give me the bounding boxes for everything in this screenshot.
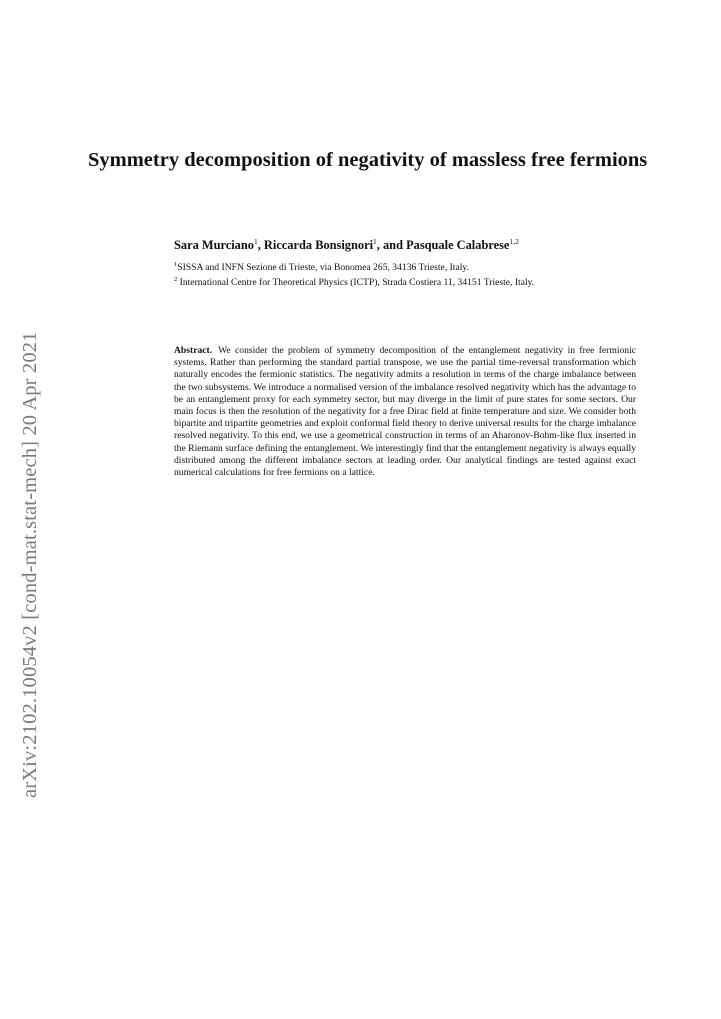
paper-title: Symmetry decomposition of negativity of massless free fermions [88,149,648,171]
affiliation-text: International Centre for Theoretical Physics (ICTP), Strada Costiera 11, 34151 Trieste, Italy. [177,277,535,288]
author-name: Pasquale Calabrese [406,238,510,252]
abstract [174,345,636,479]
author-name: Riccarda Bonsignori [263,238,374,252]
affiliation-text: SISSA and INFN Sezione di Trieste, via Bonomea 265, 34136 Trieste, Italy. [177,262,469,273]
author-separator: , and [376,238,407,252]
arxiv-identifier-text: arXiv:2102.10054v2 [cond-mat.stat-mech] 20 Apr 2021 [19,331,41,798]
abstract-label: Abstract. [174,345,213,356]
author-list [174,238,654,253]
author-affiliation-mark: 1 [253,237,258,246]
affiliation-ictp [174,276,644,289]
author-name: Sara Murciano [174,238,254,252]
author-separator: , [257,238,264,252]
affiliation-mark: 1 [174,261,178,268]
author-affiliation-mark: 1,2 [509,237,519,246]
author-affiliation-mark: 1 [373,237,377,246]
affiliation-sissa [174,261,644,274]
affiliation-mark: 2 [174,276,178,283]
abstract-body: We consider the problem of symmetry decomposition of the entanglement negativity in free fermionic systems. Rather than performing the standard partial transpose, we use the partial time-reversal transformation which naturally encodes the fermionic statistics. The negativity admits a resolution in terms of the charge imbalance between the two subsystems. We introduce a normalised version of the imbalance resolved negativity which has the advantage to be an entanglement proxy for each symmetry sector, but may diverge in the limit of pure states for some sectors. Our main focus is then the resolution of the negativity for a free Dirac field at finite temperature and size. We consider both bipartite and tripartite geometries and exploit conformal field theory to derive universal results for the charge imbalance resolved negativity. To this end, we use a geometrical construction in terms of an Aharonov-Bohm-like flux inserted in the Riemann surface defining the entanglement. We interestingly find that the entanglement negativity is always equally distributed among the different imbalance sectors at leading order. Our analytical findings are tested against exact numerical calculations for free fermions on a lattice. [174,345,636,479]
